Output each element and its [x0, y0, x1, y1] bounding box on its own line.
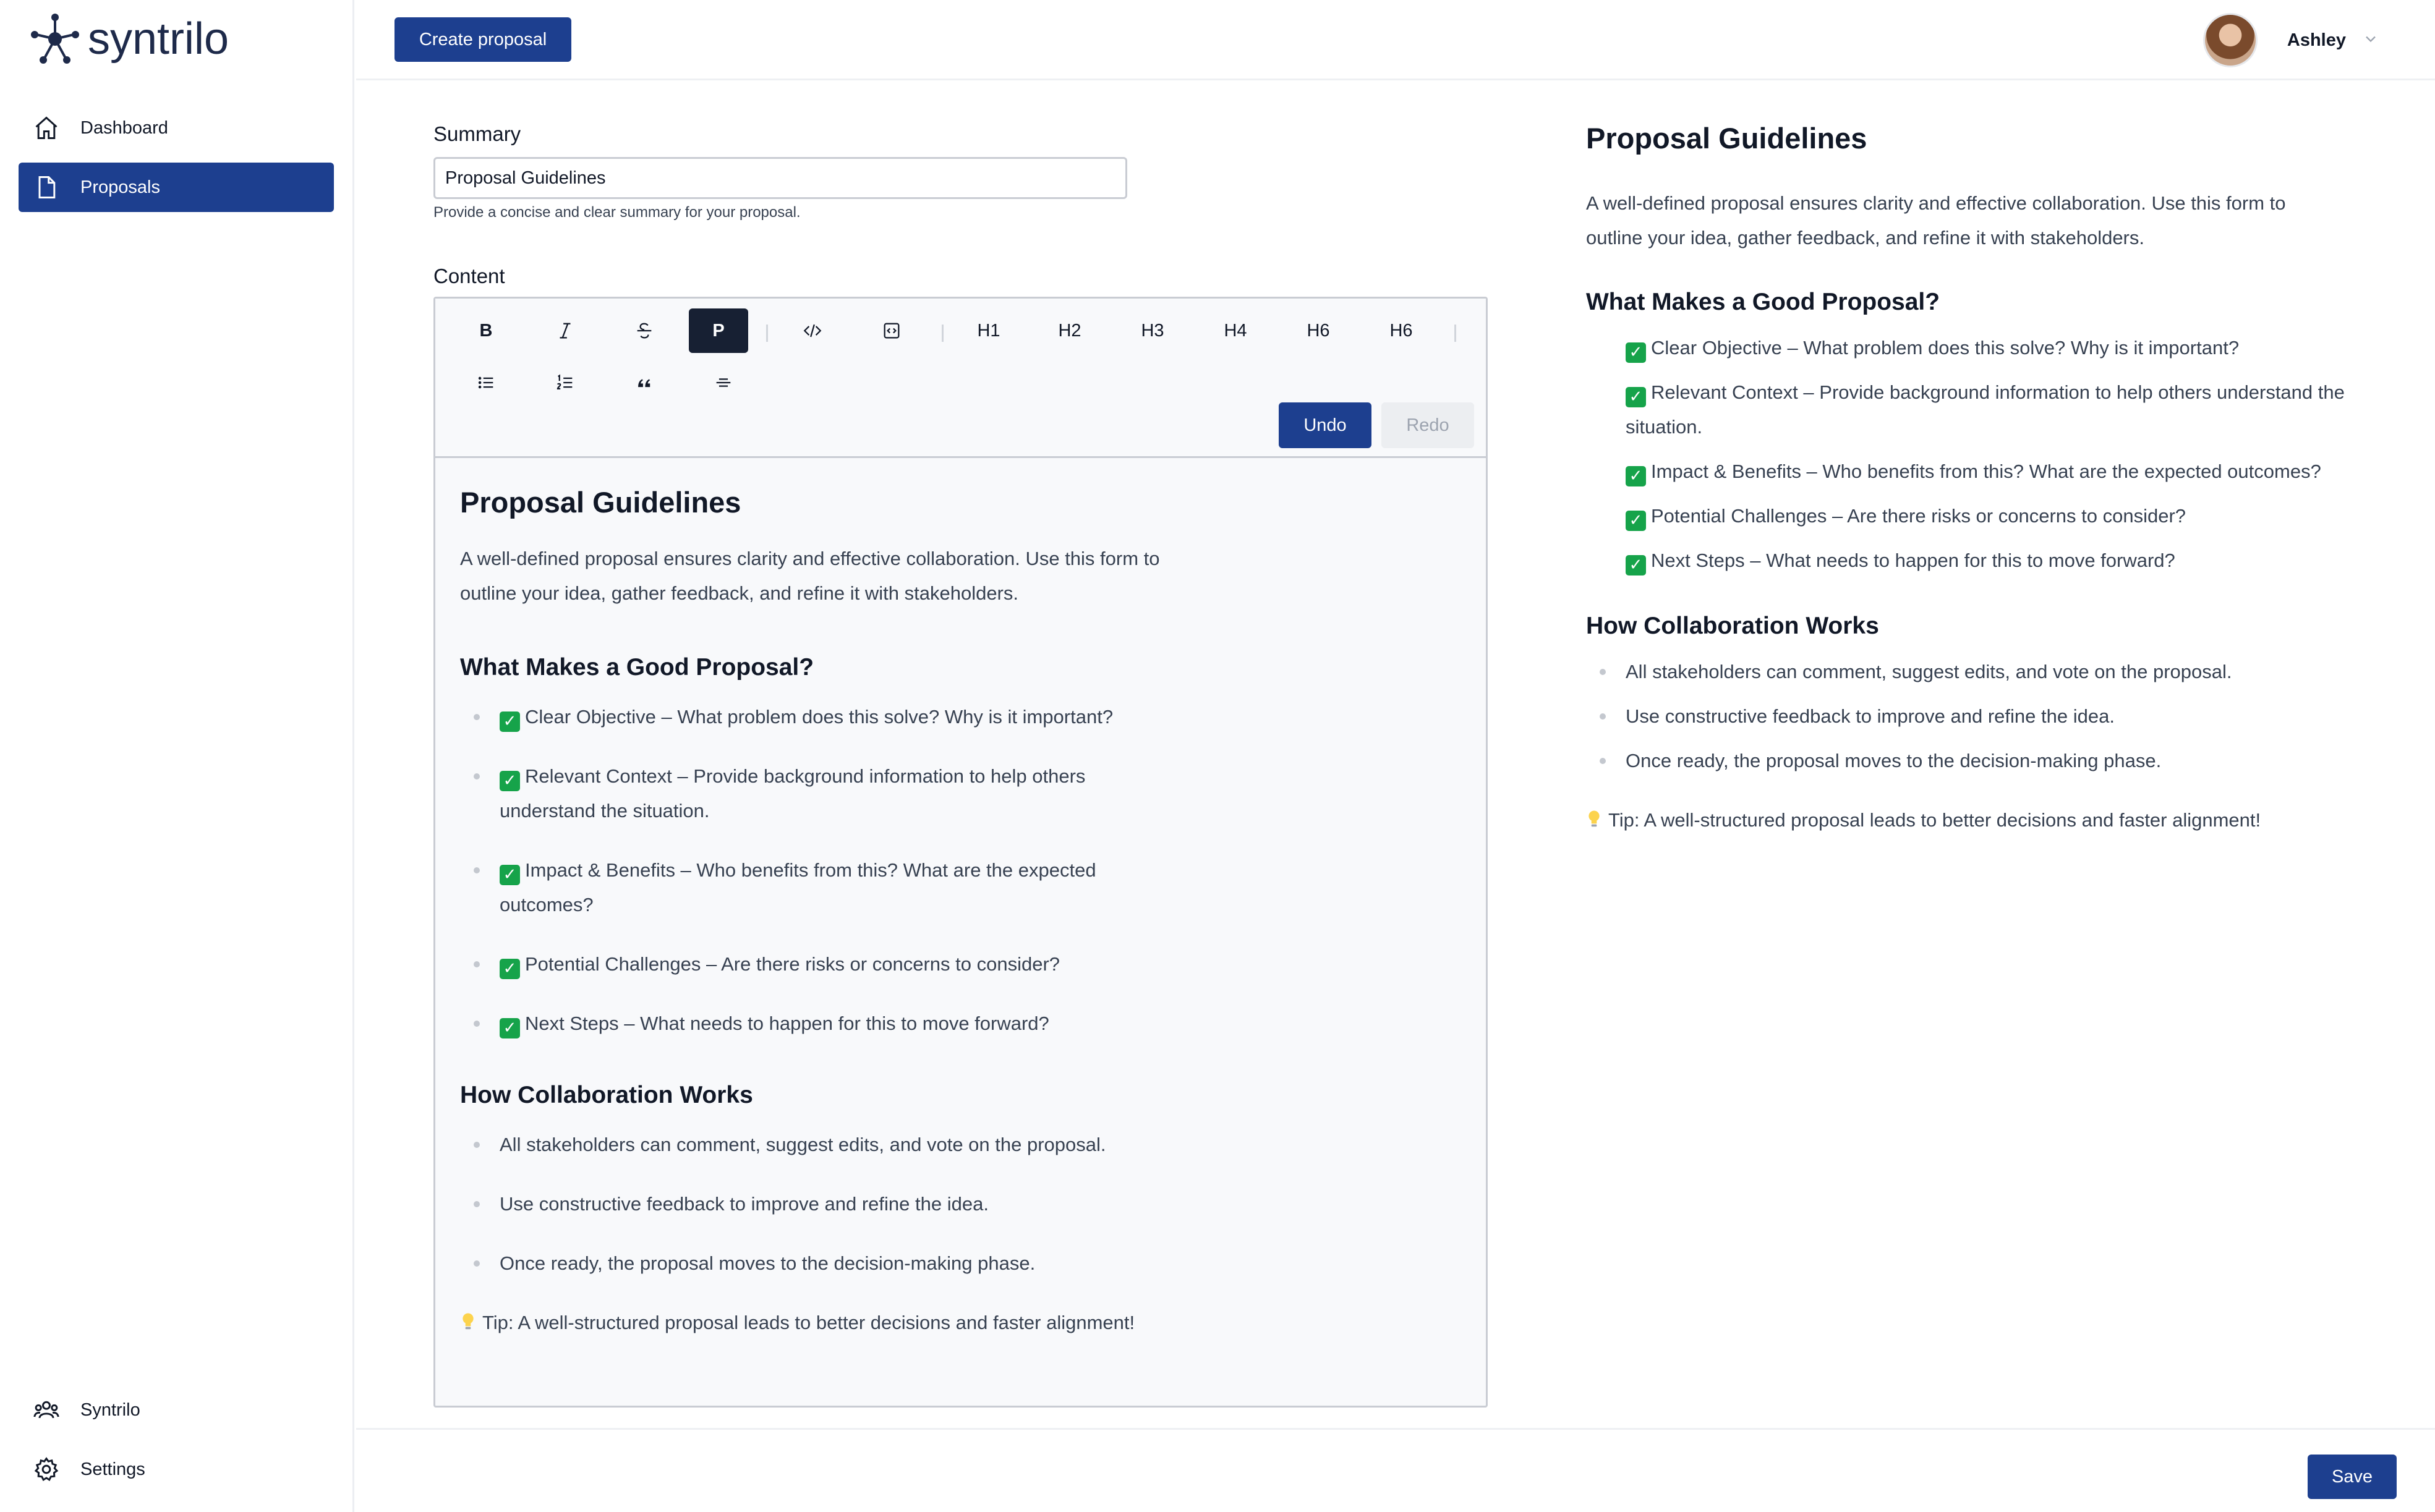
document-icon: [32, 173, 61, 202]
list-item: ✓ Clear Objective – What problem does this solve? Why is it important?: [1586, 331, 2384, 365]
summary-label: Summary: [433, 122, 521, 145]
bullet-dot: [474, 1201, 480, 1207]
list-item: Use constructive feedback to improve and refine the idea.: [1586, 699, 2384, 734]
check-icon: ✓: [500, 1018, 520, 1038]
rich-text-editor[interactable]: [433, 297, 1488, 1408]
user-name: Ashley: [2287, 30, 2346, 50]
summary-hint: Provide a concise and clear summary for your proposal.: [433, 204, 801, 221]
sidebar-item-syntrilo[interactable]: [19, 1385, 334, 1435]
sidebar-item-label: Syntrilo: [80, 1399, 140, 1420]
bullet-dot: [474, 1142, 480, 1148]
sidebar-item-label: Dashboard: [80, 117, 168, 138]
bullet-list-icon: [475, 372, 497, 393]
preview-section-heading: How Collaboration Works: [1586, 613, 1879, 639]
user-menu[interactable]: [2203, 12, 2379, 68]
blockquote-button[interactable]: [615, 360, 674, 405]
sidebar-item-dashboard[interactable]: [19, 103, 334, 153]
list-item: Once ready, the proposal moves to the decision-making phase.: [460, 1246, 1449, 1281]
top-header: [356, 0, 2435, 80]
preview-checklist: [1586, 331, 2384, 578]
save-button[interactable]: Save: [2308, 1455, 2397, 1499]
heading-3-button[interactable]: H3: [1141, 320, 1164, 341]
bullet-dot: [1600, 713, 1606, 720]
horizontal-rule-button[interactable]: [694, 360, 753, 405]
heading-2-button[interactable]: H2: [1058, 320, 1081, 341]
check-icon: ✓: [1626, 342, 1646, 363]
check-icon: ✓: [1626, 387, 1646, 407]
logo[interactable]: [27, 11, 229, 67]
check-icon: ✓: [500, 771, 520, 791]
list-item: ✓ Clear Objective – What problem does this solve? Why is it important?: [460, 700, 1449, 734]
toolbar-divider: [766, 325, 768, 342]
list-item: ✓ Potential Challenges – Are there risks or concerns to consider?: [460, 947, 1449, 982]
undo-button[interactable]: Undo: [1279, 402, 1371, 448]
check-icon: ✓: [500, 711, 520, 732]
list-item: ✓ Next Steps – What needs to happen for this to move forward?: [460, 1006, 1449, 1041]
gear-icon: [32, 1455, 61, 1484]
preview-title: Proposal Guidelines: [1586, 122, 1867, 155]
doc-title: Proposal Guidelines: [460, 486, 741, 519]
sidebar-item-settings[interactable]: [19, 1445, 334, 1494]
bullet-dot: [474, 1021, 480, 1027]
check-icon: ✓: [1626, 466, 1646, 486]
list-item: Once ready, the proposal moves to the decision-making phase.: [1586, 744, 2384, 778]
list-item: ✓ Impact & Benefits – Who benefits from this? What are the expected outcomes?: [460, 853, 1449, 922]
section-heading: How Collaboration Works: [460, 1082, 753, 1108]
horizontal-rule-icon: [713, 372, 734, 393]
code-block-button[interactable]: [862, 308, 921, 353]
toolbar-divider: [1454, 325, 1456, 342]
check-icon: ✓: [1626, 555, 1646, 575]
toolbar-divider: [942, 325, 944, 342]
bullet-dot: [474, 773, 480, 779]
sidebar-item-label: Proposals: [80, 177, 160, 197]
bullet-dot: [1600, 669, 1606, 675]
create-proposal-button[interactable]: Create proposal: [394, 17, 571, 62]
preview-section-heading: What Makes a Good Proposal?: [1586, 289, 1940, 315]
bullet-dot: [474, 714, 480, 720]
bullet-dot: [1600, 758, 1606, 764]
proposal-preview: [1586, 121, 2384, 838]
footer-bar: [356, 1428, 2435, 1512]
heading-5-button[interactable]: H6: [1307, 320, 1330, 341]
strikethrough-icon: [634, 320, 655, 341]
list-item: All stakeholders can comment, suggest edits, and vote on the proposal.: [460, 1128, 1449, 1162]
check-icon: ✓: [1626, 511, 1646, 531]
heading-4-button[interactable]: H4: [1224, 320, 1247, 341]
ordered-list-icon: [555, 372, 576, 393]
editor-toolbar: [435, 299, 1486, 458]
logo-text: syntrilo: [88, 14, 229, 64]
italic-button[interactable]: [535, 308, 595, 353]
doc-intro-line: outline your idea, gather feedback, and refine it with stakeholders.: [460, 582, 1018, 604]
list-item: ✓ Relevant Context – Provide background information to help others understand the situation.: [460, 759, 1449, 828]
check-icon: ✓: [500, 959, 520, 979]
list-item: All stakeholders can comment, suggest edits, and vote on the proposal.: [1586, 655, 2384, 689]
bullet-dot: [474, 867, 480, 873]
doc-intro-line: A well-defined proposal ensures clarity and effective collaboration. Use this form to: [460, 548, 1160, 569]
paragraph-button[interactable]: P: [689, 308, 748, 353]
home-icon: [32, 114, 61, 142]
sidebar-item-label: Settings: [80, 1459, 145, 1479]
logo-icon: [27, 11, 83, 67]
editor-content[interactable]: [460, 485, 1449, 1340]
summary-input[interactable]: [433, 157, 1127, 199]
code-icon: [802, 320, 823, 341]
code-button[interactable]: [783, 308, 842, 353]
bullet-dot: [474, 1260, 480, 1267]
strikethrough-button[interactable]: [615, 308, 674, 353]
redo-button[interactable]: Redo: [1381, 402, 1474, 448]
checklist: [460, 700, 1449, 1041]
italic-icon: [555, 320, 576, 341]
tip-text: Tip: A well-structured proposal leads to better decisions and faster alignment!: [460, 1306, 1449, 1340]
preview-intro: A well-defined proposal ensures clarity and effective collaboration. Use this form to: [1586, 192, 2286, 214]
preview-intro: outline your idea, gather feedback, and refine it with stakeholders.: [1586, 227, 2144, 248]
list-item: ✓ Next Steps – What needs to happen for this to move forward?: [1586, 543, 2384, 578]
list-item: ✓ Relevant Context – Provide background information to help others understand the situation.: [1626, 381, 2345, 438]
check-icon: ✓: [500, 865, 520, 885]
preview-collab-list: [1586, 655, 2384, 778]
list-item: ✓ Impact & Benefits – Who benefits from this? What are the expected outcomes?: [1586, 454, 2384, 489]
preview-tip: Tip: A well-structured proposal leads to better decisions and faster alignment!: [1586, 803, 2384, 838]
list-item: Use constructive feedback to improve and refine the idea.: [460, 1187, 1449, 1221]
lightbulb-icon: [1586, 809, 1602, 829]
sidebar: [0, 0, 354, 1512]
quote-icon: [634, 372, 655, 393]
lightbulb-icon: [460, 1312, 476, 1331]
collab-list: [460, 1128, 1449, 1281]
section-heading: What Makes a Good Proposal?: [460, 654, 814, 681]
heading-6-button[interactable]: H6: [1389, 320, 1413, 341]
chevron-down-icon[interactable]: [2362, 30, 2379, 51]
code-block-icon: [881, 320, 902, 341]
heading-1-button[interactable]: H1: [977, 320, 1000, 341]
bold-button[interactable]: B: [479, 320, 493, 341]
bullet-list-button[interactable]: [456, 360, 516, 405]
ordered-list-button[interactable]: [535, 360, 595, 405]
content-label: Content: [433, 265, 505, 287]
users-icon: [32, 1396, 61, 1424]
list-item: ✓ Potential Challenges – Are there risks or concerns to consider?: [1586, 499, 2384, 533]
bullet-dot: [474, 961, 480, 967]
avatar[interactable]: [2203, 13, 2258, 67]
sidebar-item-proposals[interactable]: [19, 163, 334, 212]
